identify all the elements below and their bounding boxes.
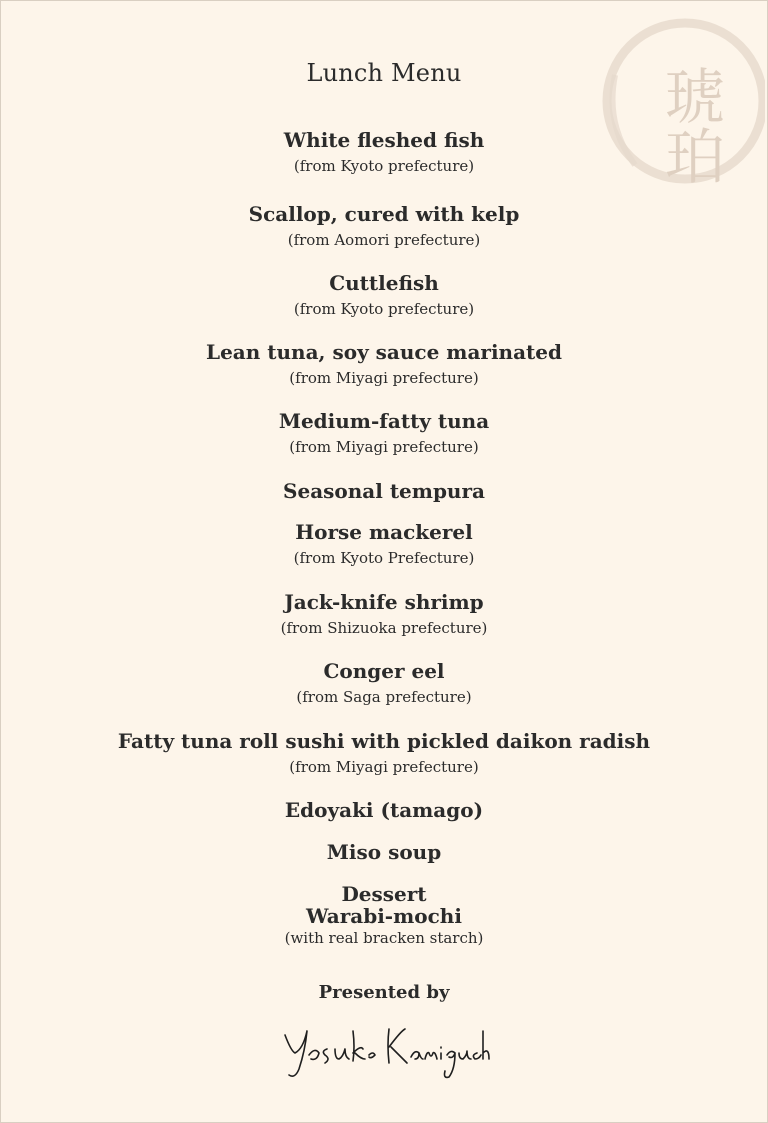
menu-item-name: Scallop, cured with kelp [248, 202, 520, 226]
menu-item [1, 480, 767, 502]
menu-item-origin: (from Miyagi prefecture) [289, 758, 479, 776]
menu-item [1, 730, 767, 776]
dessert-item [1, 883, 767, 947]
menu-title: Lunch Menu [306, 59, 462, 87]
seal-characters: 琥珀 [655, 65, 725, 185]
menu-item-name: Cuttlefish [329, 271, 439, 295]
menu-item-name: Medium-fatty tuna [278, 409, 490, 433]
menu-item-origin: (from Kyoto prefecture) [293, 300, 475, 318]
dessert-note: (with real bracken starch) [284, 929, 484, 947]
menu-item-origin: (from Aomori prefecture) [287, 231, 481, 249]
menu-item [1, 660, 767, 706]
menu-item-name: Lean tuna, soy sauce marinated [206, 340, 562, 364]
menu-item [1, 591, 767, 637]
menu-item [1, 521, 767, 567]
chef-signature [277, 1021, 493, 1083]
menu-item-origin: (from Saga prefecture) [296, 688, 472, 706]
dessert-label: Dessert [341, 882, 427, 906]
menu-item-origin: (from Shizuoka prefecture) [280, 619, 488, 637]
menu-item-origin: (from Kyoto Prefecture) [293, 549, 475, 567]
menu-item-name: Miso soup [326, 840, 442, 864]
menu-item-origin: (from Miyagi prefecture) [289, 438, 479, 456]
menu-item-origin: (from Miyagi prefecture) [289, 369, 479, 387]
menu-item [1, 410, 767, 456]
menu-item-name: Seasonal tempura [283, 479, 485, 503]
menu-item [1, 841, 767, 863]
menu-item [1, 341, 767, 387]
menu-item-origin: (from Kyoto prefecture) [293, 157, 475, 175]
menu-item-name: White fleshed fish [283, 128, 485, 152]
menu-item-name: Edoyaki (tamago) [284, 798, 484, 822]
menu-item [1, 129, 767, 175]
menu-item [1, 799, 767, 821]
menu-item [1, 203, 767, 249]
menu-item-name: Jack-knife shrimp [284, 590, 484, 614]
menu-item-name: Fatty tuna roll sushi with pickled daikon radish [117, 729, 651, 753]
menu-item-name: Horse mackerel [295, 520, 473, 544]
menu-item-name: Conger eel [323, 659, 445, 683]
menu-item [1, 272, 767, 318]
presented-by: Presented by [318, 982, 450, 1003]
dessert-name: Warabi-mochi [306, 904, 462, 928]
